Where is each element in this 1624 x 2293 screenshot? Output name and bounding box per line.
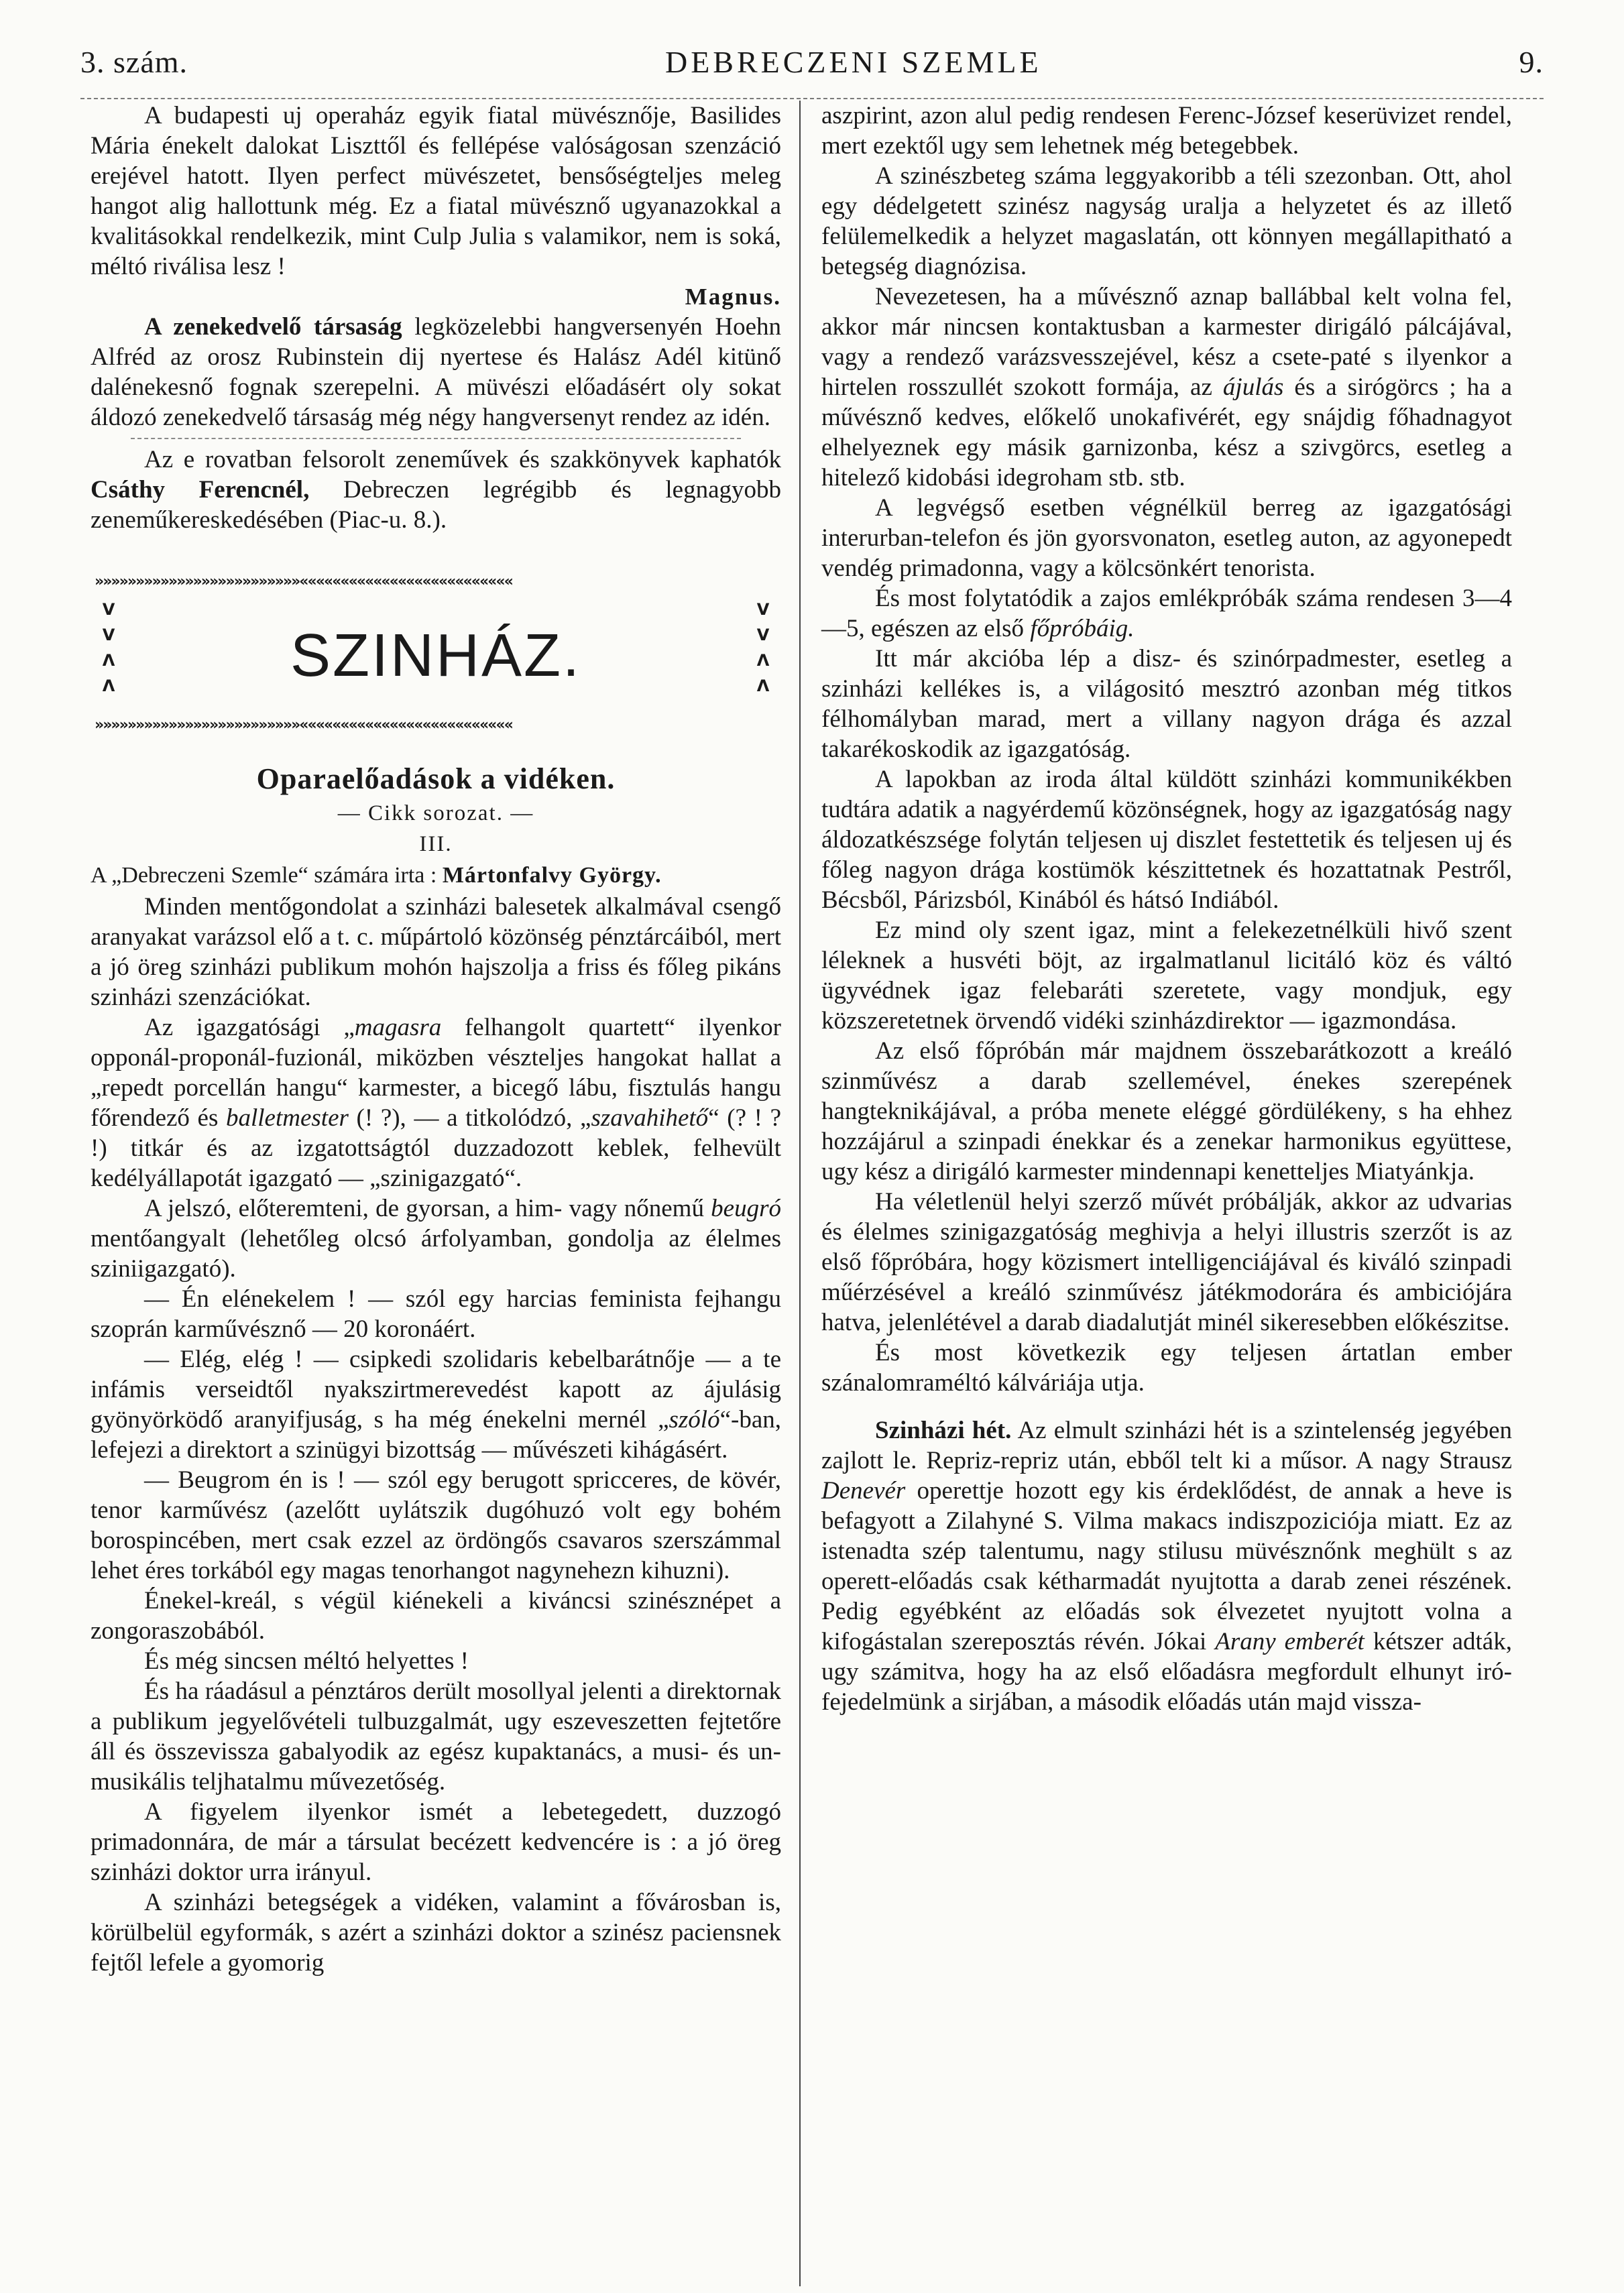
left-column [91, 101, 781, 1978]
emlekprobak-italic: főpróbáig. [1030, 615, 1135, 642]
section-title-szinhaz: SZINHÁZ. [290, 622, 581, 689]
paragraph-meg-sincsen: És még sincsen méltó helyettes ! [144, 1647, 469, 1675]
csathy-text-a: Az e rovatban felsorolt zeneművek és szakkönyvek kaphatók [144, 446, 781, 473]
paragraph-szineszbeteg: A szinészbeteg száma leggyakoribb a téli szezonban. Ott, ahol egy dédelgetett szinész nagyság uralja a helyzetet és az illető felülemelkedik a helyzet magaslatán, ott könnyen megállapitható a betegség diagnózisa. [821, 162, 1512, 280]
eleg-italic: szóló [669, 1406, 720, 1433]
signature-magnus: Magnus. [685, 284, 781, 310]
paragraph-szent-igaz: Ez mind oly szent igaz, mint a felekezetnélküli hivő szent léleknek a husvéti böjt, az irgalmatlanul licitáló köz és váltó ügyvédnek igaz felebaráti szeretete, vagy mondjuk, egy közszeretetnek örvendő vidéki szinházdirektor — igazmondása. [821, 917, 1512, 1035]
jelszo-b: mentőangyalt (lehetőleg olcsó árfolyamban, gondolja az élelmes sziniigazgató). [91, 1225, 781, 1283]
box-border-top: »»»»»»»»»»»»»»»»»»»»»»»»»«««««««««««««««««««««««««« [95, 574, 512, 590]
szinhazi-het-italic-2: Arany emberét [1215, 1628, 1365, 1655]
paragraph-nevezetesen [821, 282, 1512, 493]
eleg-a: — Elég, elég ! — csipkedi szolidaris kebelbarátnője — a te infámis verseidtől nyakszirtmerevedést kapott az ájulásig gyönyörködő aranyifjuság, s ha még énekelni mernél „ [91, 1346, 781, 1433]
masthead-title: DEBRECZENI SZEMLE [664, 44, 1042, 79]
paragraph-elso-foproban: Az első főpróbán már majdnem összebarátkozott a kreáló szinművész a darab szellemével, énekes szerepének hangteknikájával, a próba menete eléggé gördülékeny, s ha ehhez hozzájárul a szinpadi énekkar és a zenekar harmonikus együttese, ugy kész a dirigáló karmester mindennapi kenetteljes Miatyánkja. [821, 1037, 1512, 1185]
article-number: III. [419, 832, 453, 856]
paragraph-quartett [91, 1012, 781, 1193]
quartett-c: (! ?), — a titkolódzó, „ [348, 1104, 591, 1132]
paragraph-csathy [91, 445, 781, 535]
quartett-italic-1: magasra [354, 1014, 442, 1041]
article-series: — Cikk sorozat. — [337, 801, 534, 825]
csathy-name: Csáthy Ferencnél, [91, 476, 310, 504]
quartett-b: felhangolt quartett“ ilyenkor opponál-proponál-fuzionál, miközben vészteljes hangokat hallat a „repedt porcellán hangu“ karmester, a bicegő lábu, fisztulás hangu főrendező és [91, 1014, 781, 1132]
eleg-b: “-ban, lefejezi a direktort a szinügyi bizottság — művészeti kihágásért. [91, 1406, 781, 1464]
box-border-right: V V Λ Λ [756, 600, 770, 695]
quartett-italic-2: balletmester [226, 1104, 349, 1132]
paragraph-legvegso: A legvégső esetben végnélkül berreg az igazgatósági interurban-telefon és jön gyorsvonaton, esetleg auton, az agyonepedt vendég primadonna, vagy a kölcsönkért tenorista. [821, 494, 1512, 582]
article-title: Oparaelőadások a vidéken. [256, 762, 616, 795]
byline-text: A „Debreczeni Szemle“ számára irta : [91, 863, 443, 888]
paragraph-szinhazi-het [821, 1415, 1512, 1717]
szinhazi-het-c: kétszer adták, ugy számitva, hogy ha az első előadásra megfordult elhunyt iró-fejedelmünk a sirjában, a második előadás után majd vissza- [821, 1628, 1512, 1716]
paragraph-jelszo [91, 1193, 781, 1284]
quartett-a: Az igazgatósági „ [144, 1014, 355, 1041]
paragraph-penztaros: És ha ráadásul a pénztáros derült mosollyal jelenti a direktornak a publikum jegyelővételi tulbuzgalmát, ugy eszeveszetten fejtetőre áll és összevissza gabalyodik az egész kupaktanács, a musi- és un-musikális teljhatalmu művezetőség. [91, 1678, 781, 1796]
zenekedvelo-lead: A zenekedvelő társaság [144, 313, 402, 341]
nevezetesen-a: Nevezetesen, ha a művésznő aznap ballábbal kelt volna fel, akkor már nincsen kontaktusban a karmester dirigáló pálcájával, vagy a rendező varázsvesszejével, kész a csete-paté s ilyenkor a hirtelen rosszullét szokott formája, az [821, 283, 1512, 401]
paragraph-gap [821, 1398, 1512, 1415]
paragraph-mentogondolat: Minden mentőgondolat a szinházi balesetek alkalmával csengő aranyakat varázsol elő a t. c. műpártoló közönség pénztárcáiból, mert a jó öreg szinházi publikum mohón hajszolja a friss és főleg pikáns szinházi szenzációkat. [91, 893, 781, 1011]
paragraph-lapokban: A lapokban az iroda által küldött szinházi kommunikékben tudtára adatik a nagyérdemű közönségnek, hogy az igazgatóság nagy áldozatkészsége folytán teljesen uj diszlet festettetik és teljesen uj és főleg nagyon drága kostümök készittetnek és hozattatnak Pestről, Bécsből, Párizsból, Kinából és hátsó Indiából. [821, 766, 1512, 914]
paragraph-akcio: Itt már akcióba lép a disz- és szinórpadmester, esetleg a szinházi kellékes is, a világositó mesztró azonban még titkos félhomályban marad, mert a villany nagyon drága és azzal takarékoskodik az igazgatóság. [821, 645, 1512, 763]
paragraph-elenekelem: — Én elénekelem ! — szól egy harcias feminista fejhangu szoprán karművésznő — 20 koronáért. [91, 1285, 781, 1343]
szinhazi-het-b: operettje hozott egy kis érdeklődést, de annak a heve is befagyott a Zilahyné S. Vilma makacs indiszpoziciója miatt. Ez az istenadta szép talentumu, nagy stilusu müvésznőnk meghült s az operett-előadás csak kétharmadát nyujtotta a darab zenei részének. Pedig egyébként az előadás sok élvezetet nyujtott volna a kifogástalan szereposztás révén. Jókai [821, 1477, 1512, 1655]
nevezetesen-b: és a sirógörcs ; ha a művésznő kedves, előkelő unokafivérét, egy snájdig főhadnagyot elhelyeznek egy másik garnizonba, kész a szivgörcs, esetleg a hitelező kidobási idegroham stb. stb. [821, 373, 1512, 491]
szinhazi-het-a: Az elmult szinházi hét is a szintelenség jegyében zajlott le. Repriz-repriz után, ebből telt ki a műsor. A nagy Strausz [821, 1417, 1513, 1474]
page-number: 9. [1519, 44, 1544, 79]
box-border-left: V V Λ Λ [102, 600, 115, 695]
paragraph-figyelem: A figyelem ilyenkor ismét a lebetegedett, duzzogó primadonnára, de már a társulat becézett kedvencére is : a jó öreg szinházi doktor urra irányul. [91, 1798, 781, 1886]
paragraph-emlekprobak [821, 583, 1512, 644]
zenekedvelo-text: legközelebbi hangversenyén Hoehn Alfréd az orosz Rubinstein dij nyertese és Halász Adél kitünő dalénekesnő fognak szerepelni. A müvészi előadásért oly sokat áldozó zenekedvelő társaság még négy hangversenyt rendez az idén. [91, 313, 781, 431]
box-border-bottom: »»»»»»»»»»»»»»»»»»»»»»»»»«««««««««««««««««««««««««« [95, 717, 512, 733]
paragraph-aszpirin: aszpirint, azon alul pedig rendesen Ferenc-József keserüvizet rendel, mert ezektől ugy sem lehetnek még betegebbek. [821, 102, 1512, 160]
column-divider [799, 101, 801, 2286]
paragraph-eleg [91, 1344, 781, 1465]
szinhaz-section-box [95, 574, 777, 733]
emlekprobak-a: És most folytatódik a zajos emlékpróbák száma rendesen 3—4—5, egészen az első [821, 585, 1512, 642]
szinhazi-het-lead: Szinházi hét. [875, 1417, 1012, 1444]
paragraph-zenekedvelo [91, 312, 781, 432]
quartett-italic-3: szavahihető [591, 1104, 709, 1132]
paragraph-betegsegek: A szinházi betegségek a vidéken, valamint a fővárosban is, körülbelül egyformák, s azért a szinházi doktor a szinész paciensnek fejtől lefele a gyomorig [91, 1889, 781, 1977]
article-byline [91, 860, 781, 892]
jelszo-italic: beugró [711, 1195, 781, 1222]
quartett-d: “ (? ! ? !) titkár és az izgatottságtól duzzadozott keblek, felhevült kedélyállapotát igazgató — „szinigazgató“. [91, 1104, 781, 1192]
szinhazi-het-italic-1: Denevér [821, 1477, 906, 1505]
paragraph-helyi-szerzo: Ha véletlenül helyi szerző művét próbálják, akkor az udvarias és élelmes szinigazgatóság meghivja a helyi illustris szerzőt is az első főpróbára, hogy közismert intelligenciájával és kiváló szinpadi műérzésével a kreáló szinművész játékmodorára és ambiciójára hatva, jelenlétével a darab diadalutját minél sikeresebben előkészitse. [821, 1188, 1512, 1336]
csathy-text-b: Debreczen legrégibb és legnagyobb zeneműkereskedésében (Piac-u. 8.). [91, 476, 782, 534]
separator-rule [131, 438, 741, 439]
paragraph-kalvaria: És most következik egy teljesen ártatlan ember szánalomraméltó kálváriája utja. [821, 1339, 1512, 1397]
header-rule [80, 98, 1544, 99]
page-header [80, 35, 1544, 89]
issue-number: 3. szám. [80, 44, 188, 79]
jelszo-a: A jelszó, előteremteni, de gyorsan, a him- vagy nőnemű [144, 1195, 711, 1222]
paragraph-enekel: Énekel-kreál, s végül kiénekeli a kiváncsi szinésznépet a zongoraszobából. [91, 1587, 781, 1645]
nevezetesen-italic: ájulás [1222, 373, 1284, 401]
paragraph-beugrom: — Beugrom én is ! — szól egy berugott spricceres, de kövér, tenor karművész (azelőtt uylátszik dugóhuzó volt egy bohém borospincében, mert csak ezzel az ördöngős csavaros szerszámmal lehet éres torkából egy magas tenorhangot nagynehezn kihuzni). [91, 1466, 781, 1584]
right-column [821, 101, 1512, 1717]
paragraph-basilides: A budapesti uj operaház egyik fiatal müvésznője, Basilides Mária énekelt dalokat Liszttől és fellépése valóságosan szenzáció erejével hatott. Ilyen perfect müvészetet, bensőségteljes meleg hangot alig hallottunk még. Ez a fiatal müvésznő ugyanazokkal a kvalitásokkal rendelkezik, mint Culp Julia s valamikor, nem is soká, méltó riválisa lesz ! [91, 102, 781, 280]
byline-author: Mártonfalvy György. [442, 863, 662, 888]
